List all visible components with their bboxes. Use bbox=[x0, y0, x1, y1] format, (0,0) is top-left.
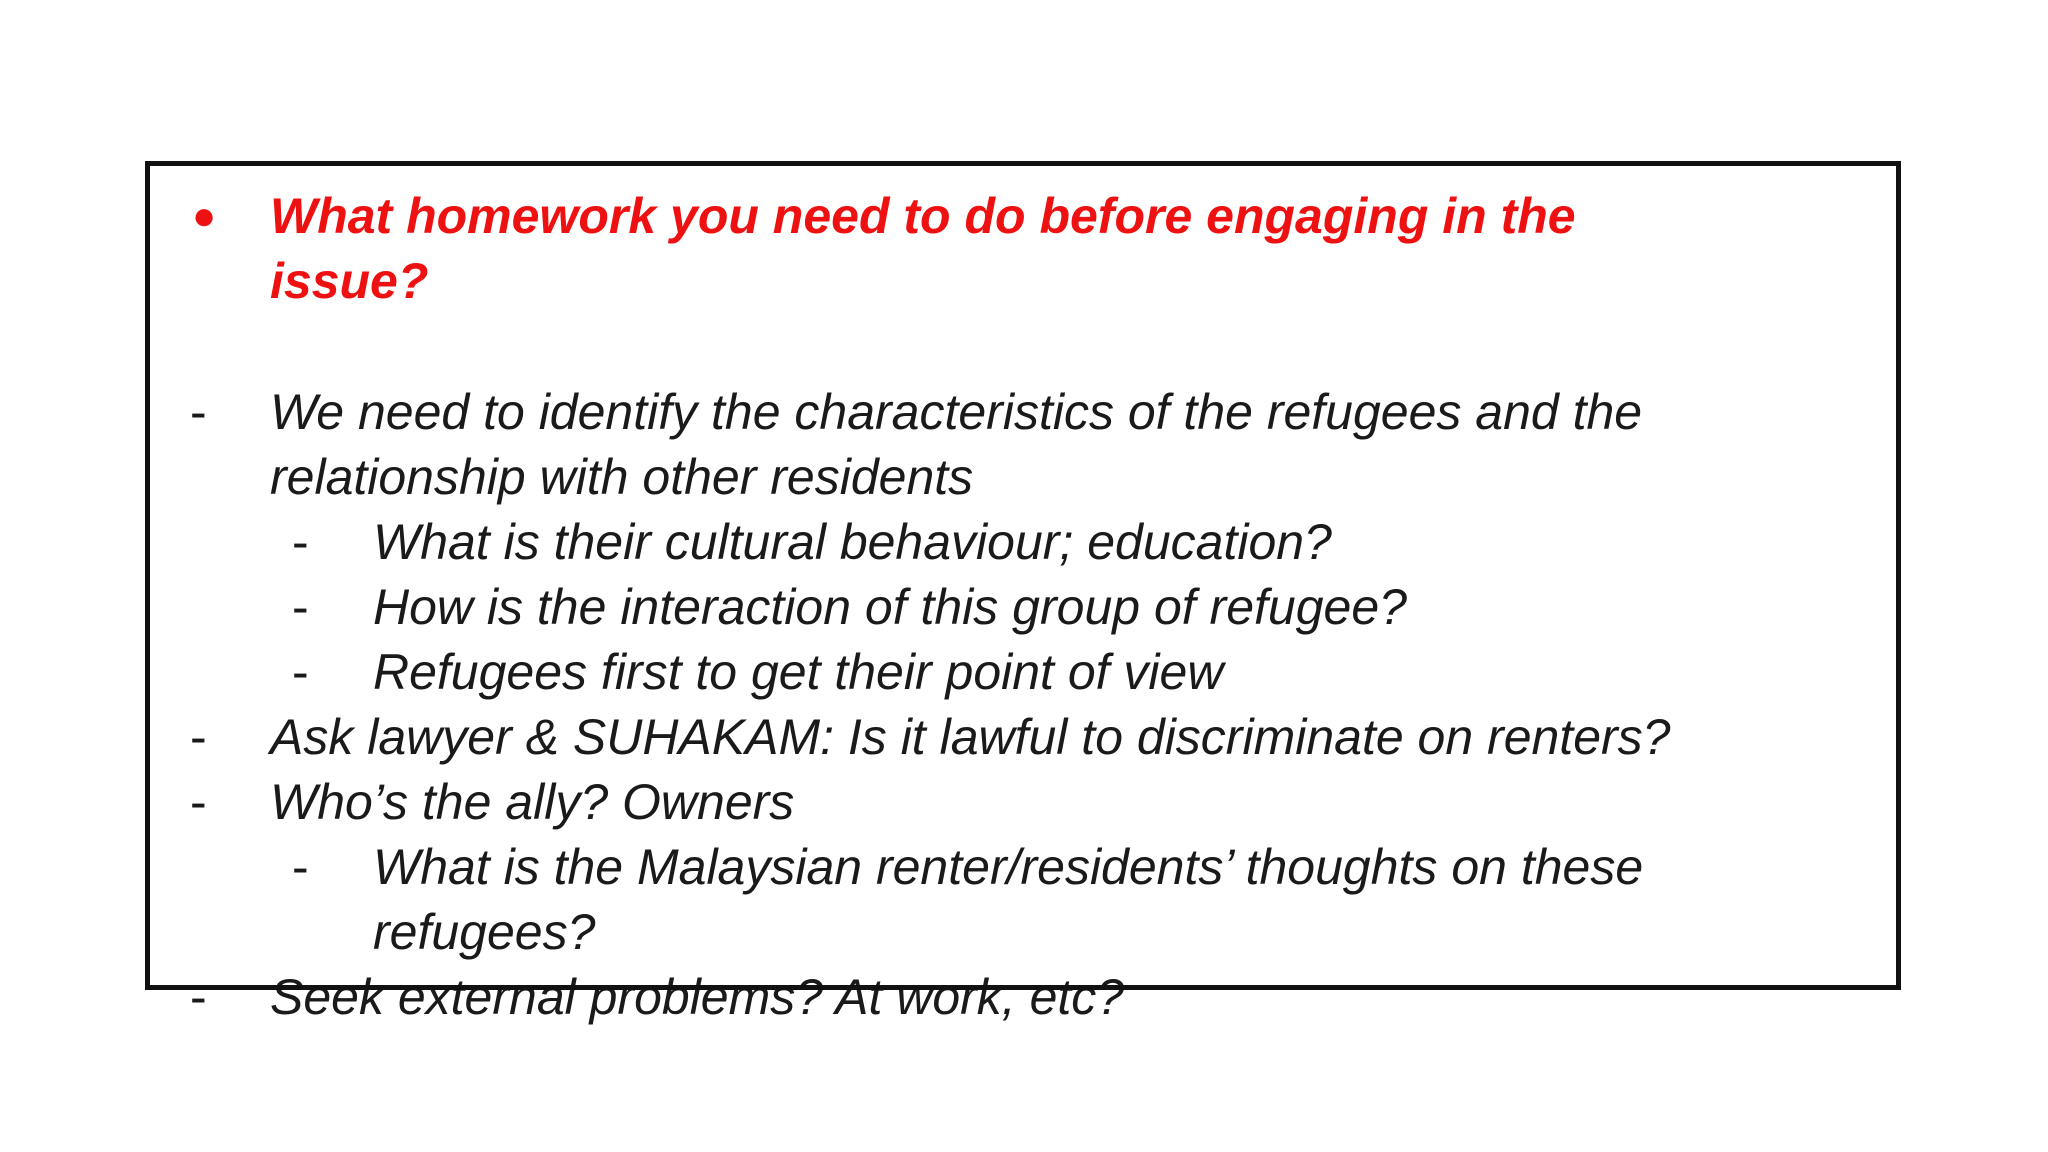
sub-list-item-text: What is the Malaysian renter/residents’ thoughts on these bbox=[373, 839, 1644, 895]
dash-marker: - bbox=[292, 644, 309, 700]
dash-marker: - bbox=[190, 969, 207, 1025]
list-item-text: Seek external problems? At work, etc? bbox=[270, 969, 1125, 1025]
heading-text: What homework you need to do before engaging in the bbox=[270, 188, 1576, 244]
dash-marker: - bbox=[190, 709, 207, 765]
heading-text-continued: issue? bbox=[270, 253, 429, 309]
sub-list-item-text: What is their cultural behaviour; education? bbox=[373, 514, 1332, 570]
sub-list-item-text: Refugees first to get their point of view bbox=[373, 644, 1224, 700]
sub-list-item-text: refugees? bbox=[373, 904, 596, 960]
sub-list-item-text: How is the interaction of this group of refugee? bbox=[373, 579, 1407, 635]
dash-marker: - bbox=[292, 579, 309, 635]
outline-box bbox=[145, 161, 1901, 990]
dash-marker: - bbox=[190, 384, 207, 440]
dash-marker: - bbox=[190, 774, 207, 830]
bullet-icon: ● bbox=[192, 194, 217, 238]
list-item-text: relationship with other residents bbox=[270, 449, 974, 505]
list-item-text: Who’s the ally? Owners bbox=[270, 774, 795, 830]
list-item-text: Ask lawyer & SUHAKAM: Is it lawful to discriminate on renters? bbox=[270, 709, 1671, 765]
dash-marker: - bbox=[292, 514, 309, 570]
dash-marker: - bbox=[292, 839, 309, 895]
list-item-text: We need to identify the characteristics of the refugees and the bbox=[270, 384, 1643, 440]
